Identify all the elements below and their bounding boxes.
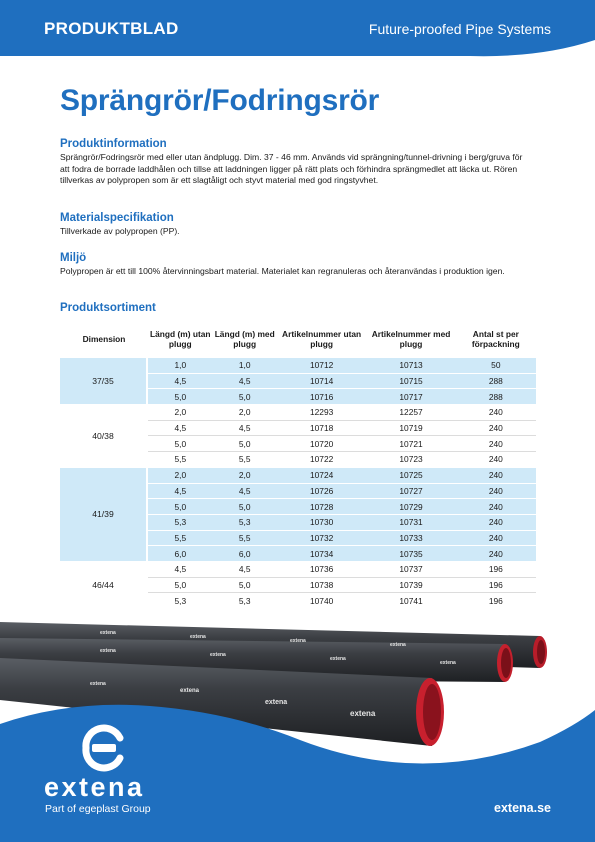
table-cell: 5,0 [213,389,277,405]
website-link[interactable]: extena.se [494,801,551,815]
table-cell: 1,0 [148,358,213,374]
col-pack-count: Antal st per förpackning [456,320,536,358]
table-cell: 240 [456,499,536,515]
table-cell: 10728 [277,499,367,515]
table-cell: 10721 [366,436,455,452]
table-cell: 10719 [366,421,455,437]
table-cell: 10718 [277,421,367,437]
table-cell: 10716 [277,389,367,405]
table-cell: 5,5 [213,452,277,468]
table-cell: 2,0 [148,468,213,484]
section-heading: Materialspecifikation [60,212,174,224]
table-cell: 5,3 [148,515,213,531]
section-heading: Produktsortiment [60,302,156,314]
table-cell: 10734 [277,546,367,562]
table-cell: 6,0 [148,546,213,562]
table-cell: 4,5 [148,484,213,500]
table-row [60,358,536,374]
table-cell: 12257 [366,405,455,421]
table-cell: 5,3 [213,593,277,609]
table-cell: 5,0 [213,578,277,594]
table-row [60,468,536,484]
table-cell: 10725 [366,468,455,484]
pipe-print: extena [100,630,116,636]
table-cell: 10713 [366,358,455,374]
section-body: Sprängrör/Fodringsrör med eller utan ändplugg. Dim. 37 - 46 mm. Används vid sprängning/tunnel-drivning i berg/gruva för att fodra de borrade laddhålen och tillse att laddningen ligger på rätt plats och förhindra sprängmedlet att läcka ut. Rören tillverkas av polypropen som är ett slagtåligt och styvt material med god ringstyvhet. [60,152,523,186]
pipe-print: extena [330,656,346,662]
section-material [60,212,530,238]
table-cell: 10740 [277,593,367,609]
dimension-cell: 41/39 [60,468,148,562]
table-cell: 12293 [277,405,367,421]
table-cell: 288 [456,389,536,405]
table-cell: 5,0 [213,436,277,452]
table-cell: 10723 [366,452,455,468]
table-cell: 240 [456,421,536,437]
pipe-print: extena [440,660,456,666]
table-header-row [60,320,536,358]
table-cell: 240 [456,468,536,484]
pipe-print: extena [210,652,226,658]
section-product-info [60,138,530,187]
table-cell: 4,5 [213,484,277,500]
table-cell: 10733 [366,531,455,547]
table-cell: 196 [456,593,536,609]
pipe-print: extena [390,642,406,648]
section-body: Polypropen är ett till 100% återvinningsbart material. Materialet kan regranuleras och återanvändas i produktion igen. [60,266,505,276]
table-cell: 288 [456,374,536,390]
table-cell: 10726 [277,484,367,500]
col-article-no-plug: Artikelnummer utan plugg [277,320,367,358]
table-cell: 4,5 [148,562,213,578]
table-cell: 240 [456,484,536,500]
dimension-cell: 46/44 [60,562,148,609]
table-cell: 2,0 [213,468,277,484]
page-header [0,0,595,58]
table-cell: 5,5 [213,531,277,547]
table-cell: 50 [456,358,536,374]
table-cell: 4,5 [213,562,277,578]
table-cell: 2,0 [213,405,277,421]
table-cell: 10736 [277,562,367,578]
table-cell: 10717 [366,389,455,405]
brand-wordmark: extena [44,772,145,802]
table-cell: 5,5 [148,531,213,547]
page-title: Sprängrör/Fodringsrör [60,84,380,117]
table-cell: 5,0 [213,499,277,515]
pipe-print: extena [90,681,106,687]
col-dimension: Dimension [60,320,148,358]
table-cell: 10741 [366,593,455,609]
table-cell: 240 [456,436,536,452]
table-cell: 5,3 [148,593,213,609]
table-cell: 10737 [366,562,455,578]
table-cell: 4,5 [213,421,277,437]
dimension-cell: 40/38 [60,405,148,468]
table-cell: 6,0 [213,546,277,562]
section-body: Tillverkade av polypropen (PP). [60,226,180,236]
table-cell: 4,5 [148,374,213,390]
table-cell: 240 [456,531,536,547]
table-cell: 240 [456,515,536,531]
product-table [60,320,536,609]
section-environment [60,252,530,278]
dimension-cell: 37/35 [60,358,148,405]
table-cell: 5,0 [148,499,213,515]
col-length-no-plug: Längd (m) utan plugg [148,320,213,358]
table-cell: 2,0 [148,405,213,421]
pipe-print: extena [265,699,288,706]
table-cell: 10714 [277,374,367,390]
table-cell: 240 [456,405,536,421]
table-cell: 196 [456,578,536,594]
pipe-print: extena [350,709,376,718]
col-article-plug: Artikelnummer med plugg [366,320,455,358]
table-cell: 5,3 [213,515,277,531]
table-cell: 4,5 [213,374,277,390]
section-heading: Miljö [60,252,87,264]
table-cell: 5,0 [148,436,213,452]
table-cell: 10727 [366,484,455,500]
table-cell: 5,5 [148,452,213,468]
table-cell: 10730 [277,515,367,531]
table-cell: 10735 [366,546,455,562]
table-cell: 10739 [366,578,455,594]
table-cell: 10722 [277,452,367,468]
table-row [60,405,536,421]
table-cell: 10731 [366,515,455,531]
table-body [60,358,536,609]
header-tagline: Future-proofed Pipe Systems [368,21,551,37]
header-label: PRODUKTBLAD [44,19,179,38]
table-cell: 196 [456,562,536,578]
brand-tagline: Part of egeplast Group [45,803,151,815]
pipe-print: extena [190,634,206,640]
table-cell: 5,0 [148,389,213,405]
extena-logo-icon [78,724,128,772]
table-cell: 240 [456,452,536,468]
col-length-plug: Längd (m) med plugg [213,320,277,358]
table-cell: 240 [456,546,536,562]
section-heading: Produktinformation [60,138,167,150]
pipe-print: extena [100,648,116,654]
table-cell: 10715 [366,374,455,390]
table-cell: 10712 [277,358,367,374]
table-cell: 10720 [277,436,367,452]
table-cell: 10729 [366,499,455,515]
table-cell: 10732 [277,531,367,547]
pipe-print: extena [180,688,200,694]
table-cell: 5,0 [148,578,213,594]
table-cell: 1,0 [213,358,277,374]
table-cell: 10724 [277,468,367,484]
table-row [60,562,536,578]
table-cell: 4,5 [148,421,213,437]
table-cell: 10738 [277,578,367,594]
pipe-print: extena [290,638,306,644]
section-assortment [60,302,530,316]
